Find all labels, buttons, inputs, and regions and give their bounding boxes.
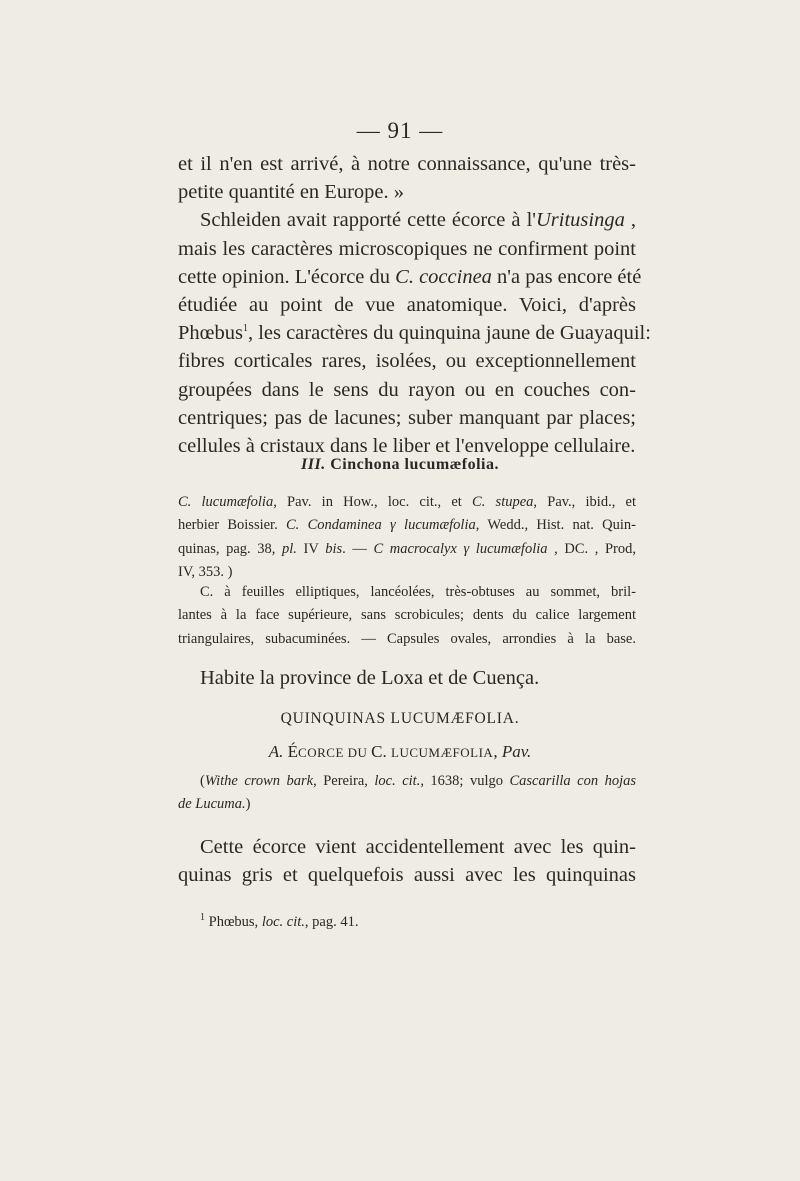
text-line: (Withe crown bark, Pereira, loc. cit., 1638; vulgo Cascarilla con hojas [200, 773, 636, 789]
habitat-line: Habite la province de Loxa et de Cuença. [200, 667, 540, 689]
text-line: lantes à la face supérieure, sans scrobicules; dents du calice largement [178, 607, 636, 624]
footnote: $^1$ Phœbus, loc. cit., pag. 41. [200, 912, 359, 930]
text-line: mais les caractères microscopiques ne confirment point [178, 237, 636, 260]
text-line: C. à feuilles elliptiques, lancéolées, très-obtuses au sommet, bril- [200, 584, 636, 600]
bark-group-heading: QUINQUINAS LUCUMÆFOLIA. [280, 710, 520, 727]
text-line: cellules à cristaux dans le liber et l'enveloppe cellulaire. [178, 435, 636, 458]
text-line: centriques; pas de lacunes; suber manquant par places; [178, 406, 636, 429]
bark-paragraph [178, 833, 636, 889]
text-line: et il n'en est arrivé, à notre connaissance, qu'une très- [178, 153, 636, 175]
bark-synonymy [178, 770, 636, 817]
text-line: fibres corticales rares, isolées, ou exceptionnellement [178, 350, 636, 373]
text-line: IV, 353. ) [178, 564, 233, 581]
text-line: quinas gris et quelquefois aussi avec les quinquinas [178, 864, 636, 887]
page-number: — 91 — [356, 118, 444, 143]
text-line: Schleiden avait rapporté cette écorce à l'Uritusinga , [200, 209, 637, 232]
text-line: herbier Boissier. C. Condaminea γ lucumæfolia, Wedd., Hist. nat. Quin- [178, 517, 636, 534]
text-line: petite quantité en Europe. » [178, 181, 404, 204]
body-paragraph [178, 150, 651, 460]
footnote-ref: 1 [242, 323, 248, 335]
text-line: de Lucuma.) [178, 796, 251, 813]
species-name: C. coccinea [395, 265, 492, 288]
text-line: triangulaires, subacuminées. — Capsules ovales, arrondies à la base. [178, 630, 636, 647]
bark-title: A. ÉCORCE DU C. LUCUMÆFOLIA, Pav. [268, 742, 532, 761]
text-line: groupées dans le sens du rayon ou en couches con- [178, 378, 636, 401]
synonymy-block [178, 491, 636, 585]
text-line: quinas, pag. 38, pl. IV bis. — C macrocalyx γ lucumæfolia , DC. , Prod, [178, 540, 637, 557]
species-name: Uritusinga [535, 209, 625, 232]
section-heading: III. Cinchona lucumæfolia. [301, 456, 499, 473]
text-line: étudiée au point de vue anatomique. Voici, d'après [178, 294, 636, 317]
text-line: C. lucumæfolia, Pav. in How., loc. cit., et C. stupea, Pav., ibid., et [178, 494, 636, 510]
text-line: cette opinion. L'écorce du C. coccinea n'a pas encore été [178, 265, 642, 288]
text-line: Phœbus$^1$, les caractères du quinquina jaune de Guayaquil: [178, 322, 651, 345]
text-line: Cette écorce vient accidentellement avec les quin- [200, 836, 636, 858]
species-description [178, 581, 636, 651]
